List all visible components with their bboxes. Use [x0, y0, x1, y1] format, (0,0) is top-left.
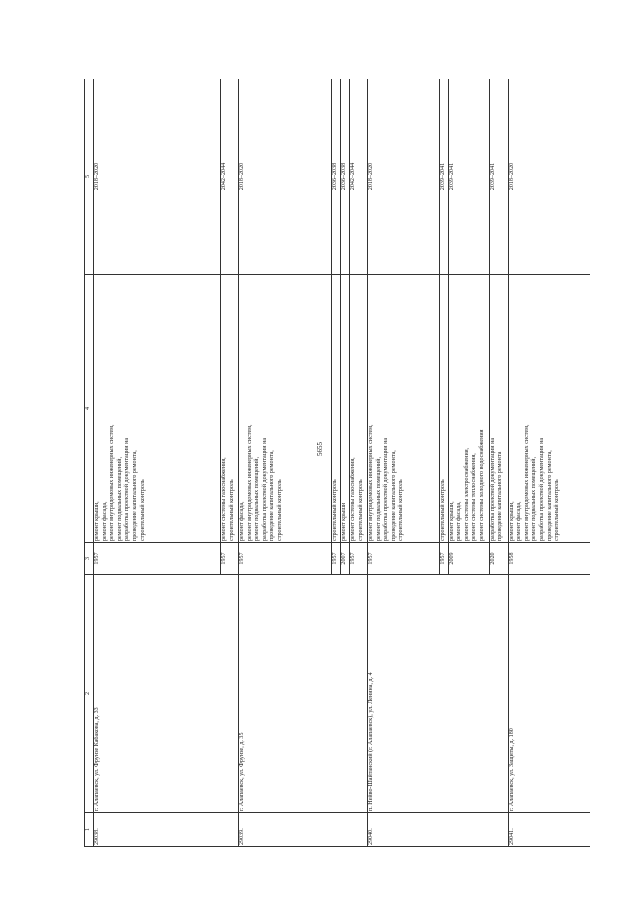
row-number-cell: 29040.: [368, 813, 509, 847]
work-item: ремонт внутридомовых инженерных систем,: [368, 424, 374, 541]
address-cell: г. Алапаевск, ул. Защиты, д. 180: [508, 575, 590, 813]
work-item: строительный контроль: [398, 479, 405, 541]
work-item: разработка проектной документации на: [383, 437, 390, 541]
work-item: ремонт подвальных помещений,: [531, 456, 538, 541]
work-item: строительный контроль: [357, 479, 364, 541]
period-cell: 2018–2020: [508, 79, 590, 275]
header-cell: 3: [85, 543, 94, 575]
period-cell: 2036–2038: [332, 79, 341, 275]
work-item: проведение капитального ремонта,: [546, 450, 553, 541]
year-cell: 1957: [332, 543, 341, 575]
works-cell: [368, 275, 440, 543]
work-item: ремонт крыши,: [508, 501, 515, 541]
year-cell: 2009: [448, 543, 489, 575]
year-cell: 1957: [368, 543, 440, 575]
works-cell: [448, 275, 489, 543]
table-body: [94, 79, 591, 847]
works-cell: [341, 275, 350, 543]
work-item: ремонт подвальных помещений,: [254, 456, 261, 541]
work-item: ремонт фасада,: [101, 501, 108, 541]
period-cell: 2039–2041: [440, 79, 449, 275]
header-row: [85, 79, 94, 847]
period-cell: 2039–2041: [489, 79, 508, 275]
rotated-table-wrapper: [84, 79, 590, 847]
table-row: [508, 79, 590, 847]
table-row: [368, 79, 440, 847]
work-item: ремонт внутридомовых инженерных систем,: [109, 424, 116, 541]
work-item: проведение капитального ремонта,: [390, 450, 397, 541]
period-cell: 2018–2020: [368, 79, 440, 275]
work-item: строительный контроль: [276, 479, 283, 541]
table-row: [94, 79, 221, 847]
row-number-cell: 29041.: [508, 813, 590, 847]
work-item: разработка проектной документации на: [538, 437, 545, 541]
repair-schedule-table: [84, 79, 590, 847]
year-cell: 1957: [350, 543, 368, 575]
year-cell: 1958: [508, 543, 590, 575]
works-cell: [239, 275, 332, 543]
work-item: ремонт подвальных помещений,: [116, 456, 123, 541]
work-item: ремонт крыши: [341, 502, 347, 541]
year-cell: 2007: [341, 543, 350, 575]
work-item: проведение капитального ремонта,: [131, 450, 138, 541]
row-number-cell: 29039.: [239, 813, 368, 847]
work-item: ремонт фасада,: [239, 501, 245, 541]
year-cell: 2020: [489, 543, 508, 575]
work-item: строительный контроль: [139, 479, 146, 541]
work-item: проведение капитального ремонта: [497, 451, 504, 541]
works-cell: [221, 275, 239, 543]
works-cell: [489, 275, 508, 543]
year-cell: 1957: [94, 543, 221, 575]
document-sheet: [84, 79, 590, 847]
work-item: разработка проектной документации на: [489, 437, 496, 541]
work-item: ремонт системы газоснабжения,: [221, 457, 227, 541]
work-item: проведение капитального ремонта,: [269, 450, 276, 541]
work-item: строительный контроль: [332, 479, 338, 541]
period-cell: 2018–2020: [239, 79, 332, 275]
works-cell: [332, 275, 341, 543]
year-cell: 1957: [221, 543, 239, 575]
table-row: [239, 79, 332, 847]
work-item: ремонт крыши,: [448, 501, 455, 541]
work-item: ремонт крыши,: [94, 501, 100, 541]
work-item: разработка проектной документации на: [261, 437, 268, 541]
year-cell: 1957: [440, 543, 449, 575]
work-item: разработка проектной документации на: [124, 437, 131, 541]
works-cell: [508, 275, 590, 543]
works-cell: [350, 275, 368, 543]
address-cell: г. Алапаевск, ул. Фрунзе Кабакова, д. 33: [94, 575, 239, 813]
header-cell: 1: [85, 813, 94, 847]
work-item: ремонт внутридомовых инженерных систем,: [523, 424, 530, 541]
page-number: 5655: [316, 442, 324, 456]
period-cell: 2042–2044: [221, 79, 239, 275]
year-cell: 1957: [239, 543, 332, 575]
period-cell: 2039–2041: [448, 79, 489, 275]
work-item: строительный контроль: [554, 479, 561, 541]
header-cell: 5: [85, 79, 94, 275]
works-cell: [440, 275, 449, 543]
header-cell: 2: [85, 575, 94, 813]
works-cell: [94, 275, 221, 543]
period-cell: 2036–2038: [341, 79, 350, 275]
work-item: строительный контроль: [440, 479, 446, 541]
work-item: ремонт подвальных помещений,: [375, 456, 382, 541]
work-item: строительный контроль: [228, 479, 235, 541]
work-item: ремонт системы холодного водоснабжения: [478, 429, 485, 541]
period-cell: 2018–2020: [94, 79, 221, 275]
period-cell: 2042–2044: [350, 79, 368, 275]
row-number-cell: 29038.: [94, 813, 239, 847]
work-item: ремонт фасада,: [516, 501, 523, 541]
work-item: ремонт системы электроснабжения,: [463, 447, 470, 541]
work-item: ремонт системы теплоснабжения,: [471, 453, 478, 541]
work-item: ремонт фасада,: [456, 501, 463, 541]
address-cell: г. Алапаевск, ул. Фрунзе, д. 35: [239, 575, 368, 813]
address-cell: п. Нейво-Шайтанский (г. Алапаевск), ул. Ленина, д. 4: [368, 575, 509, 813]
work-item: ремонт системы газоснабжения,: [350, 457, 356, 541]
header-cell: 4: [85, 275, 94, 543]
work-item: ремонт внутридомовых инженерных систем,: [246, 424, 253, 541]
